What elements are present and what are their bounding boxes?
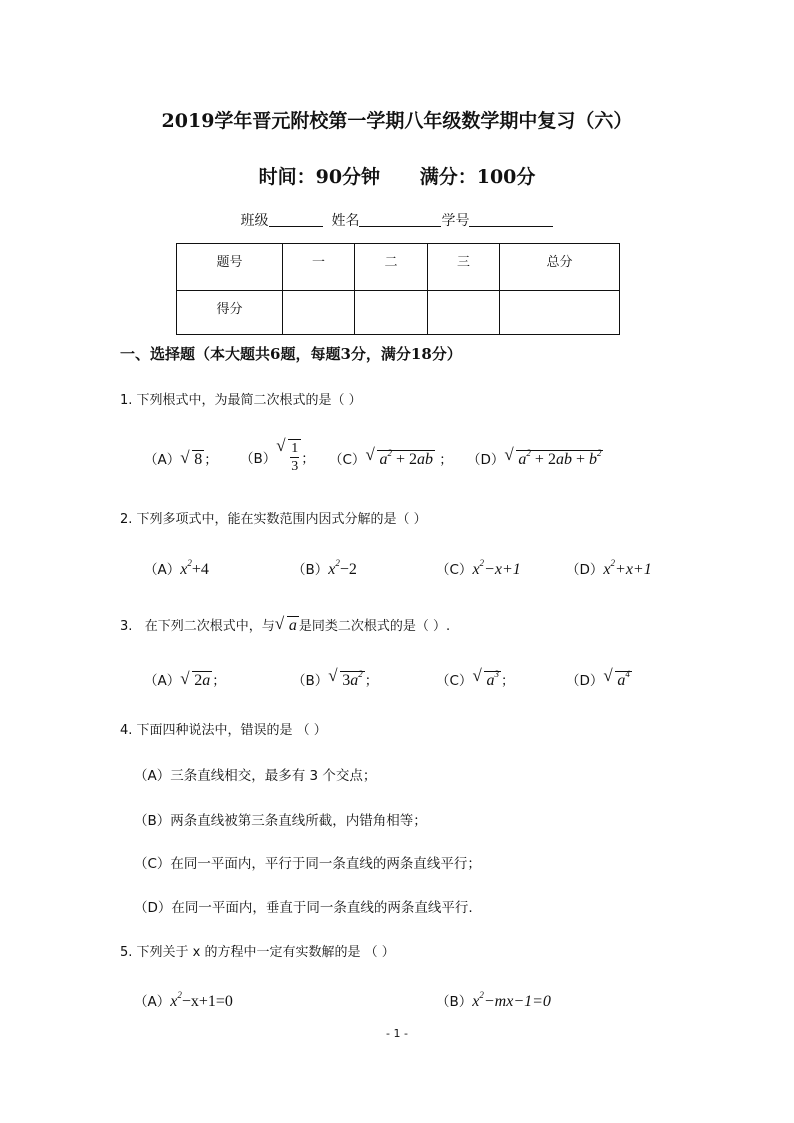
- question-3-stem: 3. 在下列二次根式中，与√ a 是同类二次根式的是（ ）.: [120, 615, 450, 635]
- question-2-option-c: $(C)x^2-x+1$: [436, 558, 521, 578]
- student-info-line: [0, 210, 794, 230]
- exam-time-score: 时间：90分钟 满分：100分: [258, 166, 536, 188]
- expression-tail: +x+1: [615, 561, 652, 578]
- score-table-row: [177, 291, 620, 335]
- option-label: （B）: [436, 994, 473, 1010]
- option-label: （A）: [134, 994, 171, 1010]
- id-label: 学号: [441, 213, 470, 229]
- stem-text: 3. 在下列二次根式中，与: [120, 619, 275, 634]
- question-2-stem: 2. 下列多项式中，能在实数范围内因式分解的是（ ）: [120, 512, 427, 527]
- question-2-option-d: $(D)x^2+x+1$: [566, 558, 652, 578]
- score-table: [176, 243, 620, 335]
- score-row-label: 得分: [177, 291, 283, 335]
- page-number: - 1 -: [386, 1027, 408, 1040]
- fraction-numerator: √ 1: [291, 441, 299, 456]
- name-blank[interactable]: [359, 212, 441, 227]
- score-header-cell: 总分: [500, 244, 620, 291]
- option-label: （C）: [436, 562, 473, 578]
- expression-tail: −mx−1=0: [483, 993, 551, 1010]
- option-label: （D）: [566, 673, 604, 689]
- fraction-denominator: 3: [291, 459, 299, 474]
- separator: ；: [212, 673, 226, 689]
- question-1-option-c: （C）√ $a^2 + 2ab$ ；: [329, 448, 453, 469]
- separator: ；: [364, 673, 379, 689]
- question-3-option-c: （C）√ $a^3$ ；: [436, 669, 514, 690]
- radicand: 8: [194, 451, 203, 468]
- question-1-option-d: （D）√ $a^2 + 2ab + b^2$: [467, 448, 603, 469]
- question-3-option-d: （D）√ $a^4$: [566, 669, 632, 690]
- expression-tail: −x+1=0: [181, 993, 233, 1010]
- separator: ；: [500, 673, 515, 689]
- expression-tail: −x+1: [484, 561, 521, 578]
- option-label: （D）: [566, 562, 604, 578]
- score-table-header-row: [177, 244, 620, 291]
- class-blank[interactable]: [269, 212, 323, 227]
- option-label: （A）: [144, 562, 181, 578]
- option-label: （B）: [240, 451, 277, 468]
- class-label: 班级: [240, 213, 269, 229]
- option-label: （A）: [144, 452, 181, 468]
- option-label: （B）: [292, 562, 329, 578]
- question-2-option-a: $(A)x^2+4$: [144, 558, 209, 578]
- expression-tail: −2: [339, 561, 357, 578]
- expression-tail: +4: [191, 561, 209, 578]
- question-2-option-b: $(B)x^2-2$: [292, 558, 357, 578]
- document-title: 2019学年晋元附校第一学期八年级数学期中复习（六）: [161, 110, 633, 132]
- score-header-cell: 题号: [177, 244, 283, 291]
- question-3-option-b: （B）√ $3a^2$ ；: [292, 669, 378, 690]
- question-1-option-b: [240, 439, 315, 475]
- question-5-option-b: $(B)x^2-mx-1=0$: [436, 990, 551, 1010]
- question-4-option-d: （D）在同一平面内，垂直于同一条直线的两条直线平行.: [134, 900, 473, 916]
- separator: ；: [439, 452, 453, 468]
- separator: ；: [204, 452, 218, 468]
- score-header-cell: 三: [428, 244, 500, 291]
- question-4-option-c: （C）在同一平面内，平行于同一条直线的两条直线平行；: [134, 856, 481, 872]
- option-label: （D）: [467, 452, 505, 468]
- question-4-option-b: （B）两条直线被第三条直线所截，内错角相等；: [134, 813, 427, 829]
- score-cell[interactable]: [500, 291, 620, 335]
- stem-text: 是同类二次根式的是（ ）.: [298, 619, 451, 634]
- section-heading: 一、选择题（本大题共6题，每题3分，满分18分）: [120, 345, 462, 363]
- question-5-stem: 5. 下列关于 x 的方程中一定有实数解的是 （ ）: [120, 945, 395, 960]
- question-4-stem: 4. 下面四种说法中，错误的是 （ ）: [120, 723, 327, 738]
- question-1-stem: 1. 下列根式中，为最简二次根式的是（ ）: [120, 393, 362, 408]
- option-label: （A）: [144, 673, 181, 689]
- score-cell[interactable]: [355, 291, 428, 335]
- question-5-option-a: $(A)x^2-x+1=0$: [134, 990, 233, 1010]
- score-header-cell: 一: [283, 244, 355, 291]
- separator: ；: [301, 451, 315, 468]
- score-header-cell: 二: [355, 244, 428, 291]
- question-4-option-a: （A）三条直线相交，最多有 3 个交点；: [134, 768, 377, 784]
- question-1-option-a: [144, 448, 218, 469]
- name-label: 姓名: [331, 213, 360, 229]
- option-label: （C）: [329, 452, 366, 468]
- score-cell[interactable]: [428, 291, 500, 335]
- score-cell[interactable]: [283, 291, 355, 335]
- option-label: （B）: [292, 673, 329, 689]
- question-3-option-a: （A）√ 2a ；: [144, 669, 226, 690]
- option-label: （C）: [436, 673, 473, 689]
- id-blank[interactable]: [469, 212, 553, 227]
